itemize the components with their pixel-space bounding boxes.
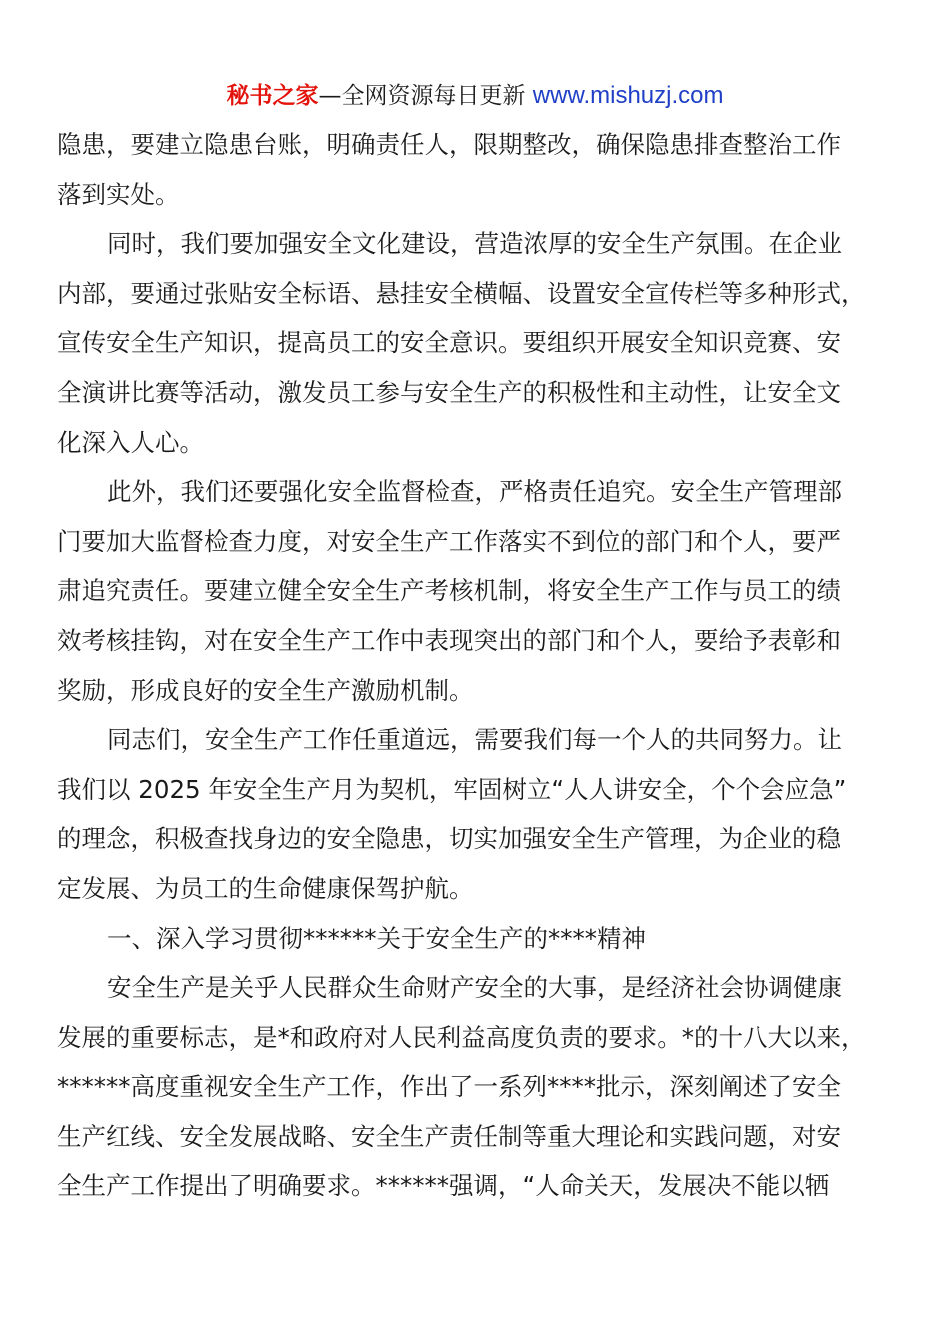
- text-line: 发展的重要标志，是*和政府对人民利益高度负责的要求。*的十八大以来，: [57, 1022, 866, 1052]
- site-tagline: —全网资源每日更新: [318, 83, 533, 109]
- text-line: 奖励，形成良好的安全生产激励机制。: [57, 675, 474, 705]
- text-line: 的理念，积极查找身边的安全隐患，切实加强安全生产管理，为企业的稳: [57, 824, 841, 854]
- text-line: ******高度重视安全生产工作，作出了一系列****批示，深刻阐述了安全: [57, 1072, 841, 1102]
- text-line: 此外，我们还要强化安全监督检查，严格责任追究。安全生产管理部: [107, 477, 842, 507]
- text-line: 门要加大监督检查力度，对安全生产工作落实不到位的部门和个人，要严: [57, 526, 841, 556]
- site-brand: 秘书之家: [226, 83, 319, 109]
- text-line: 定发展、为员工的生命健康保驾护航。: [57, 873, 474, 903]
- text-line: 生产红线、安全发展战略、安全生产责任制等重大理论和实践问题，对安: [57, 1121, 841, 1151]
- text-line: 隐患，要建立隐患台账，明确责任人，限期整改，确保隐患排查整治工作: [57, 130, 841, 159]
- text-line: 肃追究责任。要建立健全安全生产考核机制，将安全生产工作与员工的绩: [57, 576, 841, 606]
- text-line: 效考核挂钩，对在安全生产工作中表现突出的部门和个人，要给予表彰和: [57, 625, 841, 655]
- text-line: 全演讲比赛等活动，激发员工参与安全生产的积极性和主动性，让安全文: [57, 377, 841, 407]
- site-header: [0, 80, 950, 112]
- text-line: 同志们，安全生产工作任重道远，需要我们每一个人的共同努力。让: [107, 725, 842, 755]
- document-body: [57, 120, 893, 1211]
- text-line: 落到实处。: [57, 179, 180, 209]
- text-line: 全生产工作提出了明确要求。******强调，“人命关天，发展决不能以牺: [57, 1171, 830, 1201]
- text-line: 宣传安全生产知识，提高员工的安全意识。要组织开展安全知识竞赛、安: [57, 328, 841, 358]
- text-line: 内部，要通过张贴安全标语、悬挂安全横幅、设置安全宣传栏等多种形式，: [57, 278, 866, 308]
- text-line: 同时，我们要加强安全文化建设，营造浓厚的安全生产氛围。在企业: [107, 229, 842, 259]
- text-line: 安全生产是关乎人民群众生命财产安全的大事，是经济社会协调健康: [107, 973, 842, 1003]
- text-line: 化深入人心。: [57, 427, 204, 457]
- section-heading: 一、深入学习贯彻******关于安全生产的****精神: [107, 923, 646, 953]
- site-url[interactable]: www.mishuzj.com: [532, 82, 724, 109]
- text-line: 我们以 2025 年安全生产月为契机，牢固树立“人人讲安全，个个会应急”: [57, 774, 847, 804]
